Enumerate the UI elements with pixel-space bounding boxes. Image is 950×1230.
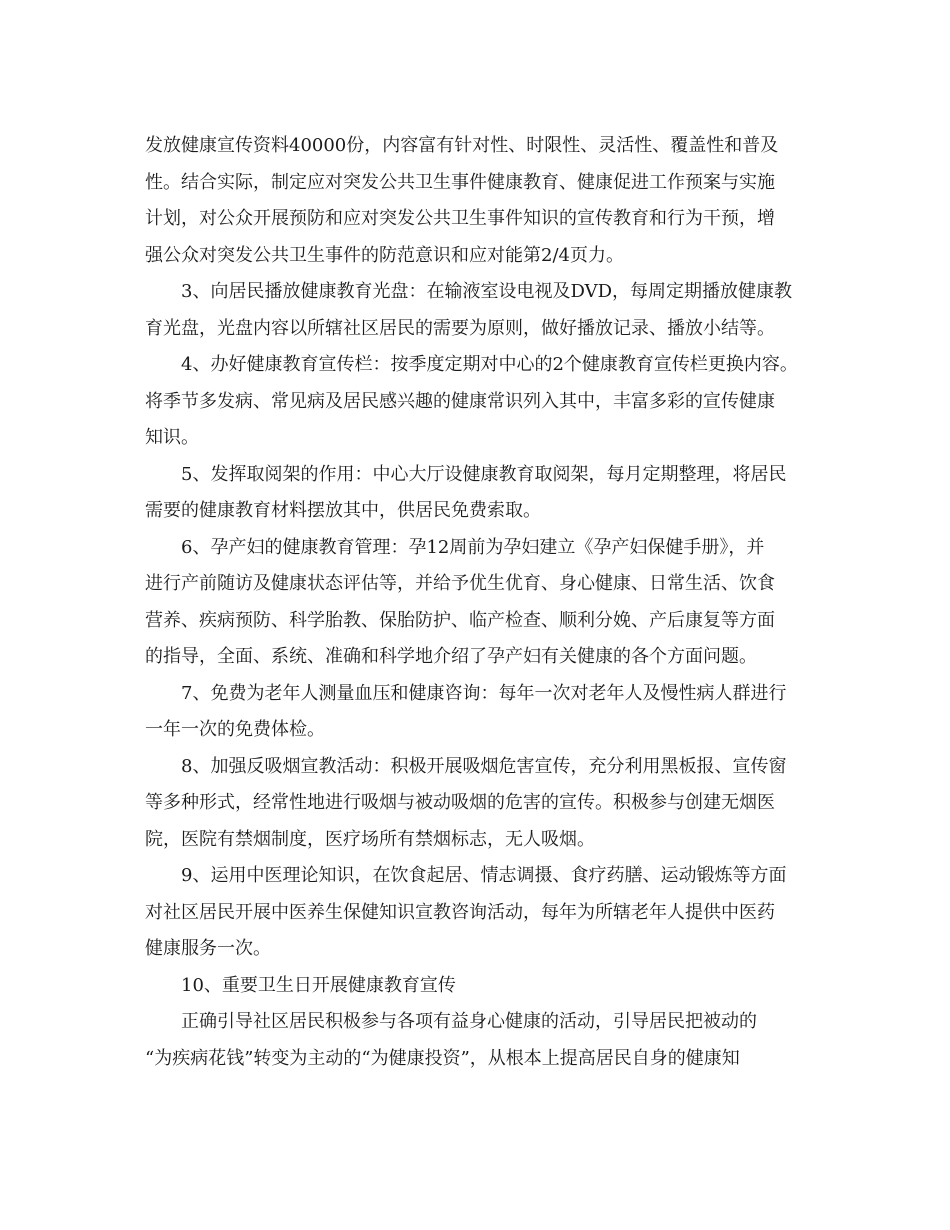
text-line: 计划，对公众开展预防和应对突发公共卫生事件知识的宣传教育和行为干预，增 <box>145 208 775 229</box>
text-line: 对社区居民开展中医养生保健知识宣教咨询活动，每年为所辖老年人提供中医药 <box>145 901 775 923</box>
text-line: 知识。 <box>145 427 199 448</box>
text-line: 正确引导社区居民积极参与各项有益身心健康的活动，引导居民把被动的 <box>181 1011 757 1032</box>
text-line: 需要的健康教育材料摆放其中，供居民免费索取。 <box>145 500 541 521</box>
text-line: 4、办好健康教育宣传栏：按季度定期对中心的2个健康教育宣传栏更换内容。 <box>181 354 798 375</box>
text-line: 7、免费为老年人测量血压和健康咨询：每年一次对老年人及慢性病人群进行 <box>181 682 787 704</box>
text-line: 进行产前随访及健康状态评估等，并给予优生优育、身心健康、日常生活、饮食 <box>145 573 775 594</box>
text-line: 将季节多发病、常见病及居民感兴趣的健康常识列入其中，丰富多彩的宣传健康 <box>145 390 775 412</box>
text-line: 10、重要卫生日开展健康教育宣传 <box>181 974 456 996</box>
text-line: 营养、疾病预防、科学胎教、保胎防护、临产检查、顺利分娩、产后康复等方面 <box>145 609 775 631</box>
text-line: 6、孕产妇的健康教育管理：孕12周前为孕妇建立《孕产妇保健手册》，并 <box>181 536 765 558</box>
text-line: 健康服务一次。 <box>145 938 271 959</box>
text-line: 8、加强反吸烟宣教活动：积极开展吸烟危害宣传，充分利用黑板报、宣传窗 <box>181 755 787 777</box>
text-line: 院，医院有禁烟制度，医疗场所有禁烟标志，无人吸烟。 <box>145 828 595 850</box>
text-line: 育光盘，光盘内容以所辖社区居民的需要为原则，做好播放记录、播放小结等。 <box>145 317 775 339</box>
text-line: 5、发挥取阅架的作用：中心大厅设健康教育取阅架，每月定期整理，将居民 <box>181 463 787 485</box>
text-line: 一年一次的免费体检。 <box>145 719 325 740</box>
document-body <box>145 128 825 1077</box>
text-line: 9、运用中医理论知识，在饮食起居、情志调摄、食疗药膳、运动锻炼等方面 <box>181 865 787 886</box>
text-line: 发放健康宣传资料40000份，内容富有针对性、时限性、灵活性、覆盖性和普及 <box>145 135 779 156</box>
text-line: 等多种形式，经常性地进行吸烟与被动吸烟的危害的宣传。积极参与创建无烟医 <box>145 792 775 813</box>
text-line: “为疾病花钱”转变为主动的“为健康投资”，从根本上提高居民自身的健康知 <box>145 1047 740 1069</box>
text-line: 的指导，全面、系统、准确和科学地介绍了孕产妇有关健康的各个方面问题。 <box>145 646 757 667</box>
text-line: 强公众对突发公共卫生事件的防范意识和应对能第2/4页力。 <box>145 244 624 266</box>
text-line: 3、向居民播放健康教育光盘：在输液室设电视及DVD，每周定期播放健康教 <box>181 281 792 302</box>
text-line: 性。结合实际，制定应对突发公共卫生事件健康教育、健康促进工作预案与实施 <box>145 171 775 193</box>
